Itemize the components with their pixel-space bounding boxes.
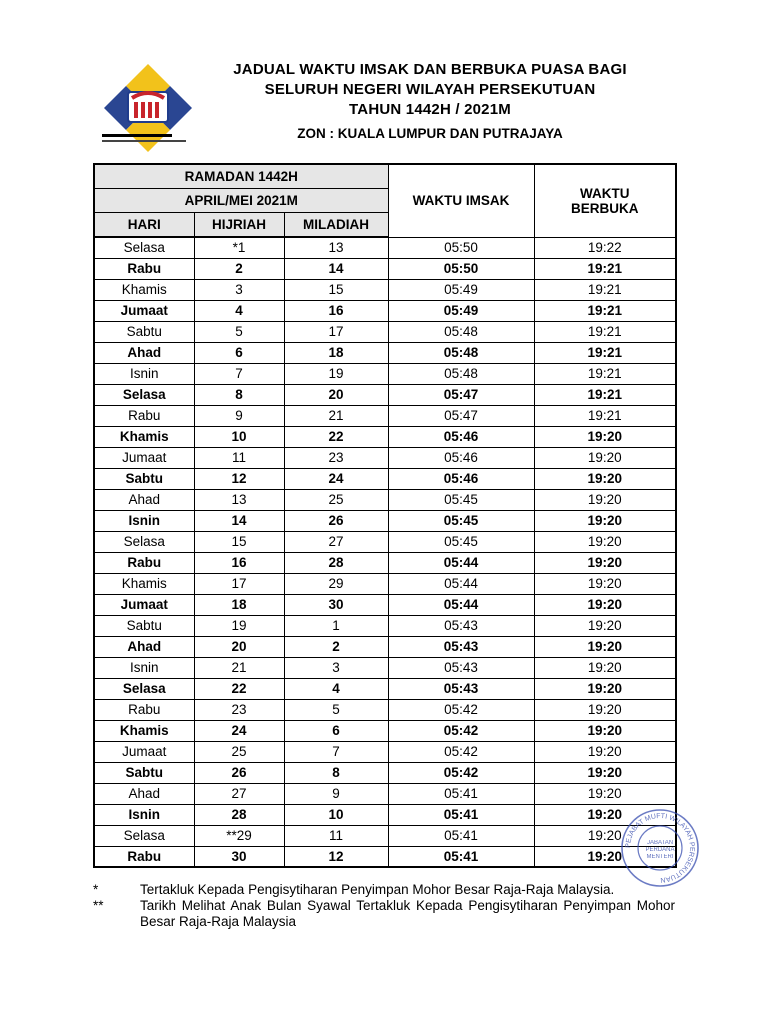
cell-hari: Selasa [94, 384, 194, 405]
cell-berbuka: 19:20 [534, 447, 676, 468]
cell-miladiah: 11 [284, 825, 388, 846]
footnotes [93, 882, 675, 930]
cell-berbuka: 19:20 [534, 825, 676, 846]
cell-berbuka: 19:20 [534, 510, 676, 531]
table-row [94, 300, 676, 321]
table-row [94, 594, 676, 615]
cell-imsak: 05:46 [388, 468, 534, 489]
cell-hijriah: 16 [194, 552, 284, 573]
table-row [94, 510, 676, 531]
cell-miladiah: 3 [284, 657, 388, 678]
cell-imsak: 05:49 [388, 279, 534, 300]
footnote [93, 882, 675, 898]
table-row [94, 342, 676, 363]
cell-miladiah: 23 [284, 447, 388, 468]
cell-hari: Rabu [94, 846, 194, 867]
cell-miladiah: 29 [284, 573, 388, 594]
cell-berbuka: 19:21 [534, 321, 676, 342]
header-waktu-imsak: WAKTU IMSAK [388, 164, 534, 237]
table-row [94, 279, 676, 300]
cell-berbuka: 19:21 [534, 279, 676, 300]
cell-hijriah: 12 [194, 468, 284, 489]
cell-miladiah: 2 [284, 636, 388, 657]
cell-berbuka: 19:21 [534, 363, 676, 384]
cell-berbuka: 19:20 [534, 615, 676, 636]
cell-hijriah: 13 [194, 489, 284, 510]
cell-imsak: 05:50 [388, 258, 534, 279]
cell-berbuka: 19:20 [534, 468, 676, 489]
cell-miladiah: 9 [284, 783, 388, 804]
cell-berbuka: 19:20 [534, 804, 676, 825]
cell-berbuka: 19:22 [534, 237, 676, 258]
table-row [94, 573, 676, 594]
header-miladiah: MILADIAH [284, 213, 388, 238]
table-row [94, 846, 676, 867]
cell-miladiah: 5 [284, 699, 388, 720]
table-row [94, 258, 676, 279]
table-row [94, 426, 676, 447]
table-row [94, 615, 676, 636]
header-waktu-berbuka-label: WAKTU BERBUKA [571, 185, 639, 216]
cell-miladiah: 24 [284, 468, 388, 489]
table-row [94, 678, 676, 699]
timetable [93, 163, 677, 868]
cell-imsak: 05:50 [388, 237, 534, 258]
table-row [94, 657, 676, 678]
cell-hijriah: 4 [194, 300, 284, 321]
cell-imsak: 05:42 [388, 699, 534, 720]
cell-berbuka: 19:20 [534, 699, 676, 720]
cell-imsak: 05:42 [388, 741, 534, 762]
footnote-text: Tertakluk Kepada Pengisytiharan Penyimpan Mohor Besar Raja-Raja Malaysia. [140, 882, 615, 897]
cell-miladiah: 10 [284, 804, 388, 825]
cell-hijriah: 28 [194, 804, 284, 825]
cell-hijriah: 11 [194, 447, 284, 468]
table-row [94, 552, 676, 573]
cell-miladiah: 20 [284, 384, 388, 405]
cell-hari: Sabtu [94, 615, 194, 636]
cell-berbuka: 19:20 [534, 741, 676, 762]
cell-berbuka: 19:20 [534, 657, 676, 678]
cell-imsak: 05:43 [388, 615, 534, 636]
cell-imsak: 05:46 [388, 447, 534, 468]
cell-imsak: 05:47 [388, 405, 534, 426]
cell-hijriah: **29 [194, 825, 284, 846]
cell-hijriah: 5 [194, 321, 284, 342]
cell-hari: Jumaat [94, 741, 194, 762]
footnote-text: Tarikh Melihat Anak Bulan Syawal Tertakluk Kepada Pengisytiharan Penyimpan Mohor Besar Raja-Raja Malaysia [140, 898, 675, 929]
cell-berbuka: 19:21 [534, 342, 676, 363]
cell-hijriah: 22 [194, 678, 284, 699]
title-line-2: SELURUH NEGERI WILAYAH PERSEKUTUAN [264, 81, 596, 98]
cell-hari: Ahad [94, 636, 194, 657]
cell-hari: Sabtu [94, 762, 194, 783]
table-row [94, 468, 676, 489]
cell-imsak: 05:41 [388, 825, 534, 846]
cell-hijriah: 19 [194, 615, 284, 636]
cell-hari: Khamis [94, 279, 194, 300]
cell-hijriah: 25 [194, 741, 284, 762]
stamp-inner-line: PERDANA [645, 847, 675, 853]
cell-berbuka: 19:20 [534, 783, 676, 804]
cell-imsak: 05:44 [388, 573, 534, 594]
table-row [94, 783, 676, 804]
cell-miladiah: 6 [284, 720, 388, 741]
cell-miladiah: 22 [284, 426, 388, 447]
cell-hijriah: 2 [194, 258, 284, 279]
cell-hijriah: 30 [194, 846, 284, 867]
cell-berbuka: 19:20 [534, 552, 676, 573]
stamp-inner-line: MENTERI [646, 854, 674, 860]
cell-miladiah: 17 [284, 321, 388, 342]
cell-berbuka: 19:21 [534, 405, 676, 426]
cell-imsak: 05:49 [388, 300, 534, 321]
cell-hari: Ahad [94, 342, 194, 363]
header-april-mei: APRIL/MEI 2021M [94, 189, 388, 213]
table-row [94, 741, 676, 762]
cell-berbuka: 19:21 [534, 384, 676, 405]
header-waktu-berbuka [534, 164, 676, 237]
cell-berbuka: 19:20 [534, 489, 676, 510]
cell-hari: Rabu [94, 552, 194, 573]
table-row [94, 489, 676, 510]
cell-hijriah: 21 [194, 657, 284, 678]
cell-hari: Ahad [94, 783, 194, 804]
cell-hari: Khamis [94, 573, 194, 594]
header-ramadan: RAMADAN 1442H [94, 164, 388, 189]
cell-miladiah: 18 [284, 342, 388, 363]
cell-berbuka: 19:20 [534, 720, 676, 741]
cell-hijriah: 26 [194, 762, 284, 783]
cell-hari: Jumaat [94, 300, 194, 321]
footnote [93, 898, 675, 930]
cell-miladiah: 13 [284, 237, 388, 258]
cell-berbuka: 19:20 [534, 846, 676, 867]
cell-miladiah: 27 [284, 531, 388, 552]
cell-imsak: 05:48 [388, 321, 534, 342]
cell-miladiah: 1 [284, 615, 388, 636]
cell-hijriah: 23 [194, 699, 284, 720]
cell-hari: Isnin [94, 657, 194, 678]
header-hari: HARI [94, 213, 194, 238]
footnote-mark: ** [93, 898, 104, 913]
cell-hari: Isnin [94, 510, 194, 531]
table-row [94, 405, 676, 426]
cell-imsak: 05:41 [388, 783, 534, 804]
cell-miladiah: 12 [284, 846, 388, 867]
cell-miladiah: 28 [284, 552, 388, 573]
cell-imsak: 05:45 [388, 510, 534, 531]
cell-imsak: 05:48 [388, 363, 534, 384]
cell-hari: Isnin [94, 804, 194, 825]
table-row [94, 804, 676, 825]
table-row [94, 531, 676, 552]
cell-imsak: 05:44 [388, 594, 534, 615]
cell-miladiah: 25 [284, 489, 388, 510]
header-hijriah: HIJRIAH [194, 213, 284, 238]
table-row [94, 447, 676, 468]
cell-miladiah: 7 [284, 741, 388, 762]
cell-hari: Sabtu [94, 468, 194, 489]
cell-miladiah: 8 [284, 762, 388, 783]
cell-berbuka: 19:20 [534, 531, 676, 552]
table-row [94, 699, 676, 720]
cell-miladiah: 16 [284, 300, 388, 321]
cell-imsak: 05:44 [388, 552, 534, 573]
cell-hari: Sabtu [94, 321, 194, 342]
cell-miladiah: 15 [284, 279, 388, 300]
timetable-body [94, 237, 676, 867]
cell-hijriah: 18 [194, 594, 284, 615]
cell-imsak: 05:45 [388, 489, 534, 510]
cell-berbuka: 19:20 [534, 426, 676, 447]
cell-berbuka: 19:20 [534, 762, 676, 783]
table-row [94, 384, 676, 405]
cell-berbuka: 19:20 [534, 573, 676, 594]
cell-hijriah: 9 [194, 405, 284, 426]
cell-hari: Rabu [94, 699, 194, 720]
cell-hijriah: 3 [194, 279, 284, 300]
cell-hari: Khamis [94, 426, 194, 447]
stamp-outer-text: PEJABAT MUFTI WILAYAH PERSEKUTUAN [624, 812, 696, 884]
table-row [94, 636, 676, 657]
table-row [94, 762, 676, 783]
cell-hari: Rabu [94, 258, 194, 279]
official-stamp [620, 808, 700, 888]
cell-miladiah: 19 [284, 363, 388, 384]
cell-imsak: 05:41 [388, 804, 534, 825]
cell-hari: Jumaat [94, 594, 194, 615]
table-row [94, 825, 676, 846]
cell-hijriah: 10 [194, 426, 284, 447]
cell-miladiah: 21 [284, 405, 388, 426]
table-row [94, 720, 676, 741]
cell-berbuka: 19:21 [534, 258, 676, 279]
cell-hari: Rabu [94, 405, 194, 426]
title-line-1: JADUAL WAKTU IMSAK DAN BERBUKA PUASA BAGI [233, 61, 627, 78]
cell-hijriah: 24 [194, 720, 284, 741]
cell-imsak: 05:45 [388, 531, 534, 552]
stamp-inner-line: JABATAN [646, 840, 674, 846]
cell-hari: Isnin [94, 363, 194, 384]
cell-imsak: 05:43 [388, 657, 534, 678]
cell-hari: Selasa [94, 531, 194, 552]
cell-hijriah: 15 [194, 531, 284, 552]
cell-hijriah: 27 [194, 783, 284, 804]
cell-hijriah: 6 [194, 342, 284, 363]
cell-miladiah: 4 [284, 678, 388, 699]
cell-hari: Selasa [94, 237, 194, 258]
cell-imsak: 05:41 [388, 846, 534, 867]
cell-miladiah: 14 [284, 258, 388, 279]
cell-hari: Selasa [94, 825, 194, 846]
cell-berbuka: 19:20 [534, 594, 676, 615]
cell-hijriah: 17 [194, 573, 284, 594]
cell-imsak: 05:46 [388, 426, 534, 447]
title-line-3: TAHUN 1442H / 2021M [349, 101, 511, 118]
cell-hari: Khamis [94, 720, 194, 741]
cell-imsak: 05:47 [388, 384, 534, 405]
cell-imsak: 05:48 [388, 342, 534, 363]
cell-hijriah: 7 [194, 363, 284, 384]
cell-hijriah: *1 [194, 237, 284, 258]
cell-hijriah: 8 [194, 384, 284, 405]
cell-imsak: 05:43 [388, 636, 534, 657]
cell-imsak: 05:42 [388, 762, 534, 783]
table-row [94, 237, 676, 258]
cell-imsak: 05:42 [388, 720, 534, 741]
cell-imsak: 05:43 [388, 678, 534, 699]
cell-hari: Ahad [94, 489, 194, 510]
cell-berbuka: 19:20 [534, 678, 676, 699]
cell-hijriah: 14 [194, 510, 284, 531]
cell-hari: Jumaat [94, 447, 194, 468]
cell-hari: Selasa [94, 678, 194, 699]
cell-berbuka: 19:21 [534, 300, 676, 321]
table-row [94, 321, 676, 342]
document-title [180, 60, 680, 120]
table-row [94, 363, 676, 384]
cell-miladiah: 30 [284, 594, 388, 615]
cell-hijriah: 20 [194, 636, 284, 657]
cell-miladiah: 26 [284, 510, 388, 531]
footnote-mark: * [93, 882, 99, 897]
cell-berbuka: 19:20 [534, 636, 676, 657]
zone-label: ZON : KUALA LUMPUR DAN PUTRAJAYA [297, 126, 563, 141]
